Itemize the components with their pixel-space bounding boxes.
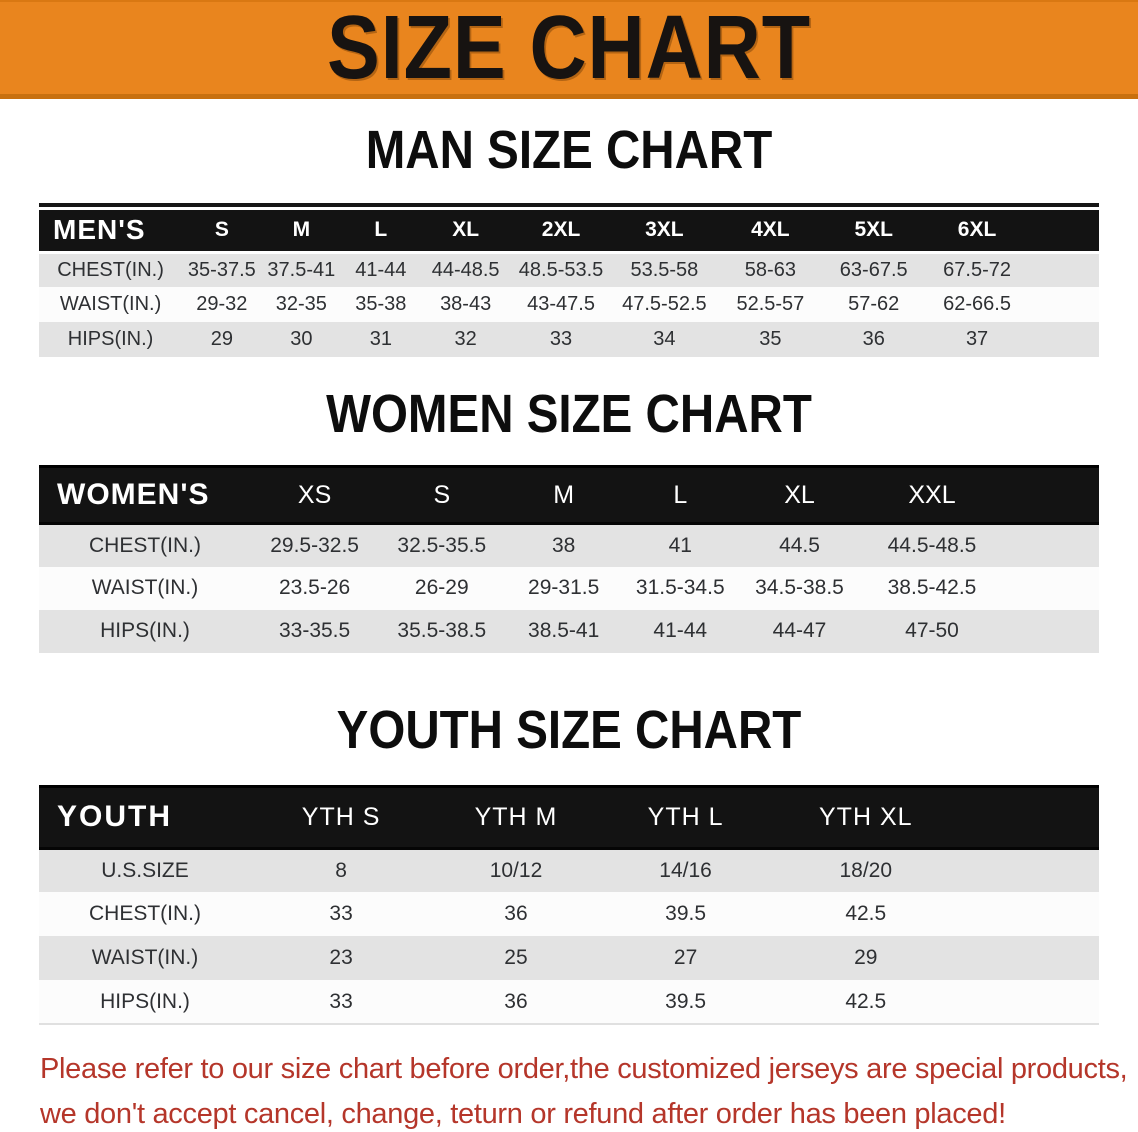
value-cell: 44-47 xyxy=(739,610,861,653)
youth-waist-row xyxy=(39,936,1099,980)
youth-size-table xyxy=(39,785,1099,1026)
youth-section-heading: YOUTH SIZE CHART xyxy=(336,699,802,760)
value-cell: 35-38 xyxy=(341,287,421,322)
row-spacer-cell xyxy=(961,892,1099,936)
value-cell: 29 xyxy=(182,322,262,357)
men-size-header: M xyxy=(262,210,342,252)
men-size-header: 2XL xyxy=(511,210,612,252)
men-hips-row xyxy=(39,322,1099,357)
value-cell: 26-29 xyxy=(378,567,505,610)
value-cell: 39.5 xyxy=(601,892,771,936)
men-chest-row xyxy=(39,252,1099,287)
value-cell: 44.5-48.5 xyxy=(860,524,1003,567)
youth-ussize-row xyxy=(39,848,1099,892)
youth-group-label: YOUTH xyxy=(39,786,251,848)
size-chart-banner xyxy=(0,0,1138,99)
value-cell: 36 xyxy=(431,892,601,936)
women-size-header: S xyxy=(378,467,505,524)
youth-size-header: YTH L xyxy=(601,786,771,848)
men-section-heading: MAN SIZE CHART xyxy=(365,120,773,180)
value-cell: 37 xyxy=(924,322,1030,357)
row-label: HIPS(IN.) xyxy=(39,610,251,653)
row-spacer-cell xyxy=(961,936,1099,980)
value-cell: 38-43 xyxy=(421,287,511,322)
row-label: WAIST(IN.) xyxy=(39,567,251,610)
row-spacer-cell xyxy=(961,980,1099,1024)
men-waist-row xyxy=(39,287,1099,322)
women-size-header: XL xyxy=(739,467,861,524)
value-cell: 42.5 xyxy=(770,980,961,1024)
women-size-header: XXL xyxy=(860,467,1003,524)
value-cell: 39.5 xyxy=(601,980,771,1024)
value-cell: 57-62 xyxy=(823,287,924,322)
women-section-heading: WOMEN SIZE CHART xyxy=(326,384,812,444)
header-spacer-cell xyxy=(1004,467,1099,524)
value-cell: 38 xyxy=(505,524,622,567)
women-chest-row xyxy=(39,524,1099,567)
men-size-header: 5XL xyxy=(823,210,924,252)
value-cell: 41-44 xyxy=(341,252,421,287)
value-cell: 29 xyxy=(770,936,961,980)
value-cell: 32 xyxy=(421,322,511,357)
value-cell: 63-67.5 xyxy=(823,252,924,287)
value-cell: 33 xyxy=(251,980,431,1024)
men-size-header: 4XL xyxy=(717,210,823,252)
value-cell: 37.5-41 xyxy=(262,252,342,287)
men-header-row xyxy=(39,210,1099,252)
value-cell: 10/12 xyxy=(431,848,601,892)
men-size-header: S xyxy=(182,210,262,252)
value-cell: 41-44 xyxy=(622,610,739,653)
row-label: WAIST(IN.) xyxy=(39,287,182,322)
row-spacer-cell xyxy=(1004,610,1099,653)
row-spacer-cell xyxy=(1030,287,1099,322)
disclaimer xyxy=(40,1047,1138,1132)
youth-chest-row xyxy=(39,892,1099,936)
value-cell: 23.5-26 xyxy=(251,567,378,610)
value-cell: 35 xyxy=(717,322,823,357)
value-cell: 47.5-52.5 xyxy=(611,287,717,322)
women-hips-row xyxy=(39,610,1099,653)
value-cell: 34.5-38.5 xyxy=(739,567,861,610)
women-group-label: WOMEN'S xyxy=(39,467,251,524)
value-cell: 36 xyxy=(823,322,924,357)
row-label: U.S.SIZE xyxy=(39,848,251,892)
header-spacer-cell xyxy=(1030,210,1099,252)
women-size-header: XS xyxy=(251,467,378,524)
header-spacer-cell xyxy=(961,786,1099,848)
disclaimer-line-2: we don't accept cancel, change, teturn or refund after order has been placed! xyxy=(40,1098,1006,1130)
row-label: CHEST(IN.) xyxy=(39,524,251,567)
men-size-header: 3XL xyxy=(611,210,717,252)
value-cell: 35-37.5 xyxy=(182,252,262,287)
men-size-header: 6XL xyxy=(924,210,1030,252)
value-cell: 44.5 xyxy=(739,524,861,567)
row-label: CHEST(IN.) xyxy=(39,892,251,936)
youth-size-header: YTH M xyxy=(431,786,601,848)
row-spacer-cell xyxy=(1004,567,1099,610)
value-cell: 67.5-72 xyxy=(924,252,1030,287)
row-spacer-cell xyxy=(1030,252,1099,287)
men-size-header: XL xyxy=(421,210,511,252)
value-cell: 38.5-42.5 xyxy=(860,567,1003,610)
value-cell: 34 xyxy=(611,322,717,357)
value-cell: 33 xyxy=(511,322,612,357)
row-spacer-cell xyxy=(1004,524,1099,567)
value-cell: 25 xyxy=(431,936,601,980)
women-header-row xyxy=(39,467,1099,524)
value-cell: 41 xyxy=(622,524,739,567)
value-cell: 33-35.5 xyxy=(251,610,378,653)
value-cell: 33 xyxy=(251,892,431,936)
youth-size-header: YTH S xyxy=(251,786,431,848)
banner-title: SIZE CHART xyxy=(327,0,811,98)
youth-hips-row xyxy=(39,980,1099,1024)
value-cell: 35.5-38.5 xyxy=(378,610,505,653)
value-cell: 32-35 xyxy=(262,287,342,322)
value-cell: 29-32 xyxy=(182,287,262,322)
value-cell: 23 xyxy=(251,936,431,980)
value-cell: 44-48.5 xyxy=(421,252,511,287)
disclaimer-line-1: Please refer to our size chart before order,the customized jerseys are special products, xyxy=(40,1053,1128,1085)
value-cell: 36 xyxy=(431,980,601,1024)
women-size-table xyxy=(39,465,1099,653)
value-cell: 31.5-34.5 xyxy=(622,567,739,610)
value-cell: 32.5-35.5 xyxy=(378,524,505,567)
value-cell: 53.5-58 xyxy=(611,252,717,287)
value-cell: 31 xyxy=(341,322,421,357)
youth-size-header: YTH XL xyxy=(770,786,961,848)
value-cell: 30 xyxy=(262,322,342,357)
value-cell: 52.5-57 xyxy=(717,287,823,322)
value-cell: 42.5 xyxy=(770,892,961,936)
value-cell: 58-63 xyxy=(717,252,823,287)
value-cell: 29.5-32.5 xyxy=(251,524,378,567)
men-size-table xyxy=(39,210,1099,357)
row-spacer-cell xyxy=(961,848,1099,892)
value-cell: 38.5-41 xyxy=(505,610,622,653)
value-cell: 8 xyxy=(251,848,431,892)
value-cell: 18/20 xyxy=(770,848,961,892)
row-label: CHEST(IN.) xyxy=(39,252,182,287)
value-cell: 48.5-53.5 xyxy=(511,252,612,287)
women-waist-row xyxy=(39,567,1099,610)
value-cell: 27 xyxy=(601,936,771,980)
value-cell: 47-50 xyxy=(860,610,1003,653)
men-size-header: L xyxy=(341,210,421,252)
youth-header-row xyxy=(39,786,1099,848)
value-cell: 62-66.5 xyxy=(924,287,1030,322)
women-size-header: L xyxy=(622,467,739,524)
row-spacer-cell xyxy=(1030,322,1099,357)
men-table-top-rule xyxy=(39,203,1099,207)
row-label: WAIST(IN.) xyxy=(39,936,251,980)
men-group-label: MEN'S xyxy=(39,210,182,252)
women-size-header: M xyxy=(505,467,622,524)
row-label: HIPS(IN.) xyxy=(39,322,182,357)
value-cell: 14/16 xyxy=(601,848,771,892)
row-label: HIPS(IN.) xyxy=(39,980,251,1024)
value-cell: 29-31.5 xyxy=(505,567,622,610)
value-cell: 43-47.5 xyxy=(511,287,612,322)
